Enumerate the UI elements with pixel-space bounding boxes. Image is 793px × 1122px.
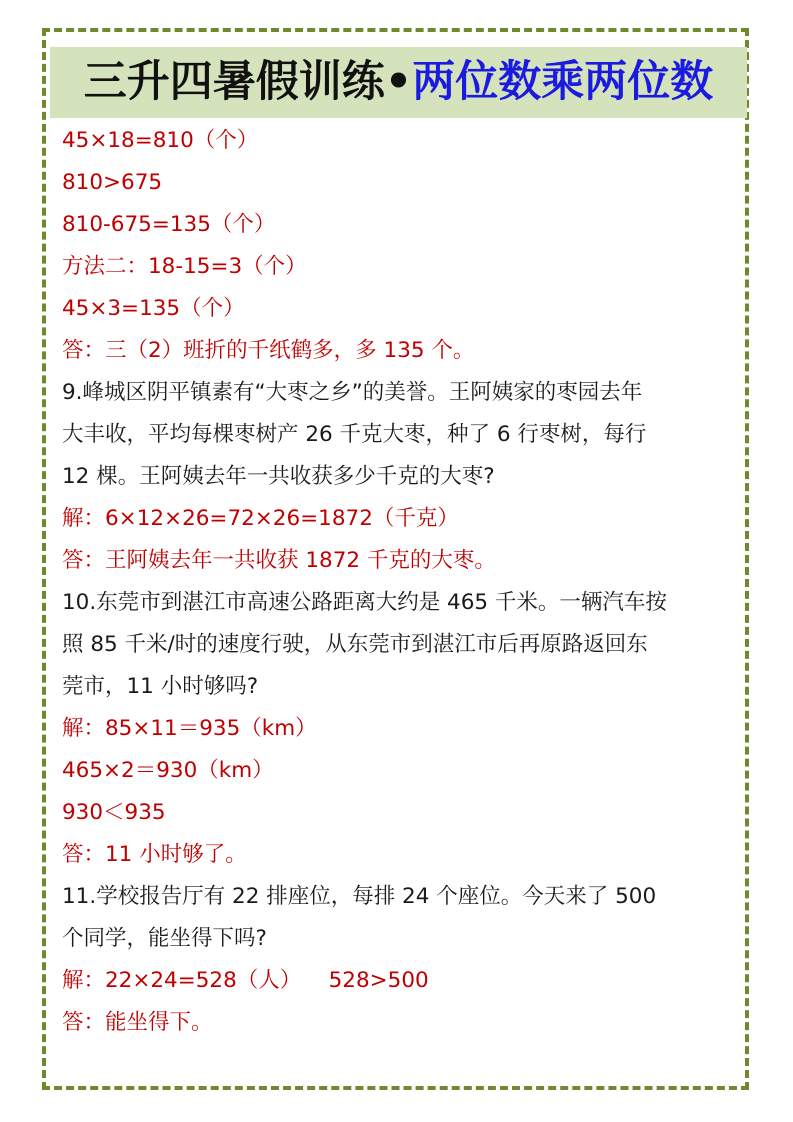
question-line: 10.东莞市到湛江市高速公路距离大约是 465 千米。一辆汽车按 (62, 590, 667, 615)
title-prefix: 三升四暑假训练• (83, 57, 413, 107)
answer-line: 解：85×11＝935（km） (62, 716, 317, 741)
title-topic: 两位数乘两位数 (412, 57, 714, 107)
answer-line: 810>675 (62, 170, 163, 195)
worksheet-content (62, 120, 737, 1044)
answer-line: 930＜935 (62, 800, 166, 825)
answer-line: 解：6×12×26=72×26=1872（千克） (62, 506, 459, 531)
answer-line: 答：能坐得下。 (62, 1010, 213, 1035)
question-line: 12 棵。王阿姨去年一共收获多少千克的大枣? (62, 464, 495, 489)
question-line: 大丰收，平均每棵枣树产 26 千克大枣，种了 6 行枣树，每行 (62, 422, 647, 447)
answer-line: 45×18=810（个） (62, 128, 259, 153)
page-title (50, 47, 747, 118)
question-line: 11.学校报告厅有 22 排座位，每排 24 个座位。今天来了 500 (62, 884, 657, 909)
question-line: 个同学，能坐得下吗? (62, 926, 267, 951)
answer-line: 810-675=135（个） (62, 212, 276, 237)
answer-line: 465×2＝930（km） (62, 758, 274, 783)
answer-line: 答：王阿姨去年一共收获 1872 千克的大枣。 (62, 548, 496, 573)
question-line: 照 85 千米/时的速度行驶，从东莞市到湛江市后再原路返回东 (62, 632, 648, 657)
question-line: 莞市，11 小时够吗? (62, 674, 259, 699)
answer-line: 答：三（2）班折的千纸鹤多，多 135 个。 (62, 338, 475, 363)
answer-line: 答：11 小时够了。 (62, 842, 247, 867)
answer-line: 方法二：18-15=3（个） (62, 254, 307, 279)
question-line: 9.峰城区阴平镇素有“大枣之乡”的美誉。王阿姨家的枣园去年 (62, 380, 643, 405)
answer-line: 解：22×24=528（人） 528>500 (62, 968, 429, 993)
answer-line: 45×3=135（个） (62, 296, 245, 321)
